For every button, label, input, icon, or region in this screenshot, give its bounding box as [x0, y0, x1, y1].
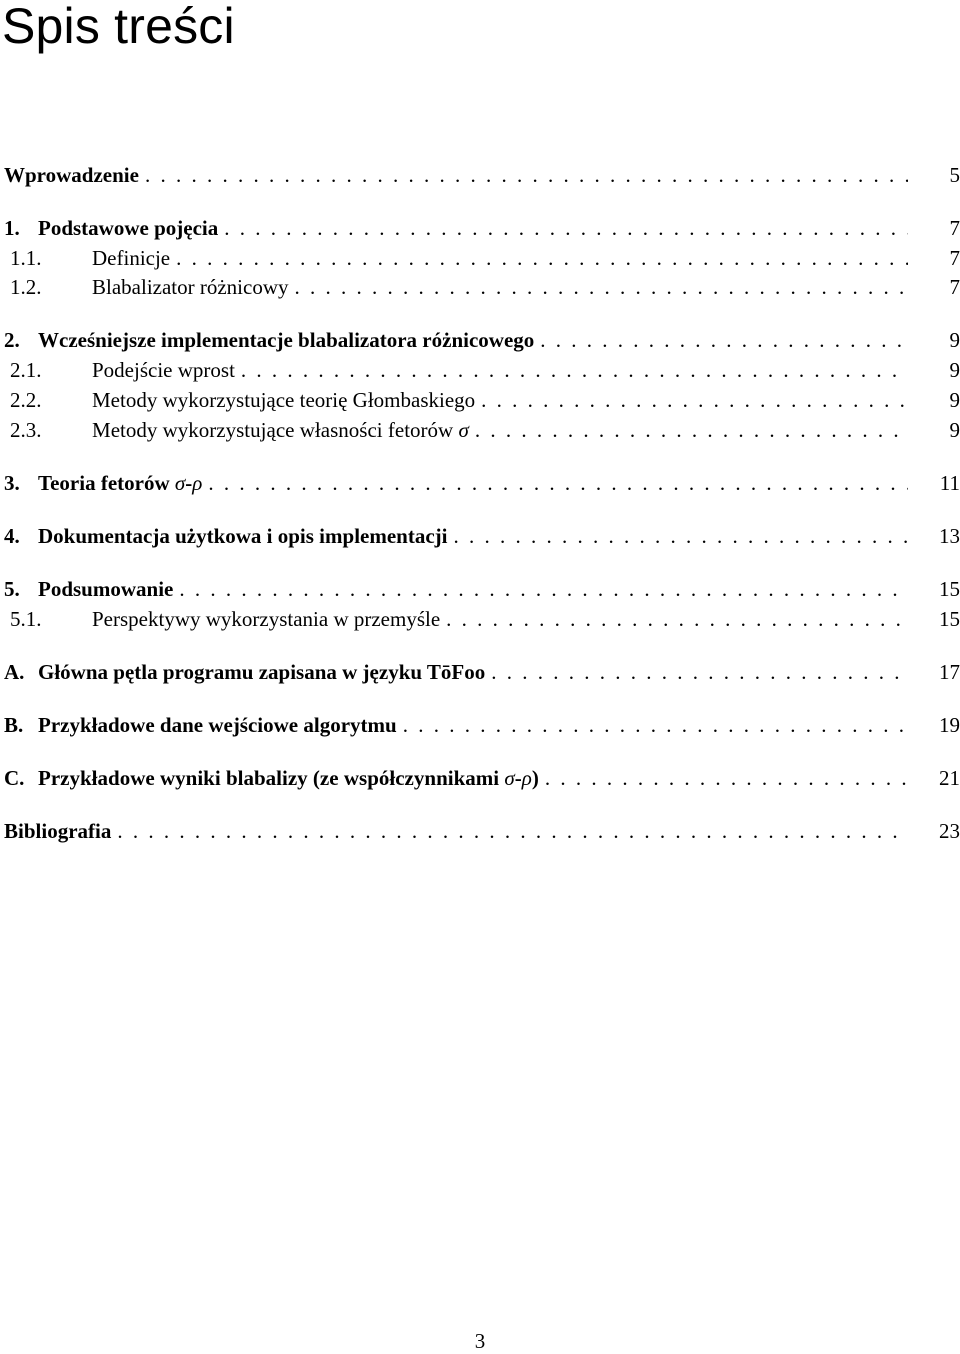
- toc-entry-appendix-a[interactable]: [4, 658, 960, 686]
- toc-number: 1.2.: [10, 275, 42, 299]
- toc-entry-chapter-5[interactable]: [4, 575, 960, 603]
- toc-page-number: 7: [949, 246, 960, 270]
- toc-number: 2.2.: [10, 388, 42, 412]
- toc-leader-dots: [224, 214, 908, 242]
- page-title: Spis treści: [2, 0, 235, 54]
- toc-entry-section-1-2[interactable]: [10, 273, 960, 301]
- toc-leader-dots: [241, 356, 908, 384]
- toc-leader-dots: [403, 711, 908, 739]
- toc-entry-section-2-1[interactable]: [10, 356, 960, 384]
- toc-page-number: 5: [949, 163, 960, 187]
- toc-title: Podejście wprost: [92, 358, 235, 382]
- toc-title: Główna pętla programu zapisana w języku TōFoo: [38, 660, 486, 684]
- toc-entry-section-2-3[interactable]: [10, 416, 960, 444]
- toc-title: Wcześniejsze implementacje blabalizatora różnicowego: [38, 328, 535, 352]
- toc-title: Blabalizator różnicowy: [92, 275, 289, 299]
- toc-entry-chapter-1[interactable]: [4, 214, 960, 242]
- toc-number: 2.3.: [10, 418, 42, 442]
- page-footer-number: 3: [474, 1329, 486, 1353]
- toc-title: Dokumentacja użytkowa i opis implementacji: [38, 524, 448, 548]
- toc-number: C.: [4, 766, 25, 790]
- toc-page-number: 7: [949, 275, 960, 299]
- toc-page-number: 15: [939, 607, 960, 631]
- toc-page-number: 9: [949, 388, 960, 412]
- toc-leader-dots: [453, 522, 908, 550]
- toc-title: Wprowadzenie: [4, 163, 139, 187]
- toc-entry-chapter-2[interactable]: [4, 326, 960, 354]
- toc-number: 1.: [4, 216, 20, 240]
- toc-page-number: 21: [939, 766, 960, 790]
- toc-leader-dots: [117, 817, 908, 845]
- toc-leader-dots: [540, 326, 908, 354]
- toc-entry-appendix-c[interactable]: [4, 764, 960, 792]
- toc-page-number: 23: [939, 819, 960, 843]
- toc-leader-dots: [446, 605, 908, 633]
- toc-title: Perspektywy wykorzystania w przemyśle: [92, 607, 441, 631]
- toc-title: Podsumowanie: [38, 577, 174, 601]
- toc-page-number: 19: [939, 713, 960, 737]
- sigma-symbol: σ: [504, 766, 515, 790]
- toc-number: 2.1.: [10, 358, 42, 382]
- toc-entry-appendix-b[interactable]: [4, 711, 960, 739]
- toc-number: B.: [4, 713, 24, 737]
- toc-leader-dots: [176, 244, 908, 272]
- toc-title: Definicje: [92, 246, 171, 270]
- toc-title: Przykładowe dane wejściowe algorytmu: [38, 713, 397, 737]
- toc-page-number: 13: [939, 524, 960, 548]
- toc-title: Metody wykorzystujące teorię Głombaskiego: [92, 388, 476, 412]
- toc-leader-dots: [179, 575, 908, 603]
- rho-symbol: ρ: [521, 766, 532, 790]
- rho-symbol: ρ: [192, 471, 203, 495]
- toc-page-number: 9: [949, 358, 960, 382]
- toc-title: Metody wykorzystujące własności fetorów σ: [92, 418, 469, 442]
- toc-number: A.: [4, 660, 25, 684]
- toc-leader-dots: [545, 764, 908, 792]
- toc-entry-chapter-4[interactable]: [4, 522, 960, 550]
- toc-number: 5.: [4, 577, 20, 601]
- toc-number: 4.: [4, 524, 20, 548]
- toc-leader-dots: [481, 386, 908, 414]
- toc-entry-chapter-3[interactable]: [4, 469, 960, 497]
- toc-page-number: 7: [949, 216, 960, 240]
- toc-entry-section-2-2[interactable]: [10, 386, 960, 414]
- toc-leader-dots: [295, 273, 908, 301]
- toc-entry-section-5-1[interactable]: [10, 605, 960, 633]
- toc-number: 2.: [4, 328, 20, 352]
- toc-page-number: 11: [939, 471, 960, 495]
- toc-page-number: 9: [949, 328, 960, 352]
- toc-page-number: 9: [949, 418, 960, 442]
- toc-entry-bibliografia[interactable]: [4, 817, 960, 845]
- toc-leader-dots: [475, 416, 908, 444]
- sigma-symbol: σ: [458, 418, 469, 442]
- toc-number: 5.1.: [10, 607, 42, 631]
- toc-leader-dots: [145, 161, 908, 189]
- toc-title: Podstawowe pojęcia: [38, 216, 219, 240]
- toc-title: Teoria fetorów σ-ρ: [38, 471, 203, 495]
- toc-title: Bibliografia: [4, 819, 112, 843]
- toc-number: 1.1.: [10, 246, 42, 270]
- toc-title: Przykładowe wyniki blabalizy (ze współczynnikami σ-ρ): [38, 766, 539, 790]
- toc-entry-section-1-1[interactable]: [10, 244, 960, 272]
- toc-number: 3.: [4, 471, 20, 495]
- toc-page-number: 17: [939, 660, 960, 684]
- toc-leader-dots: [208, 469, 908, 497]
- toc-leader-dots: [491, 658, 908, 686]
- sigma-symbol: σ: [174, 471, 186, 495]
- toc-entry-wprowadzenie[interactable]: [4, 161, 960, 189]
- toc-page-number: 15: [939, 577, 960, 601]
